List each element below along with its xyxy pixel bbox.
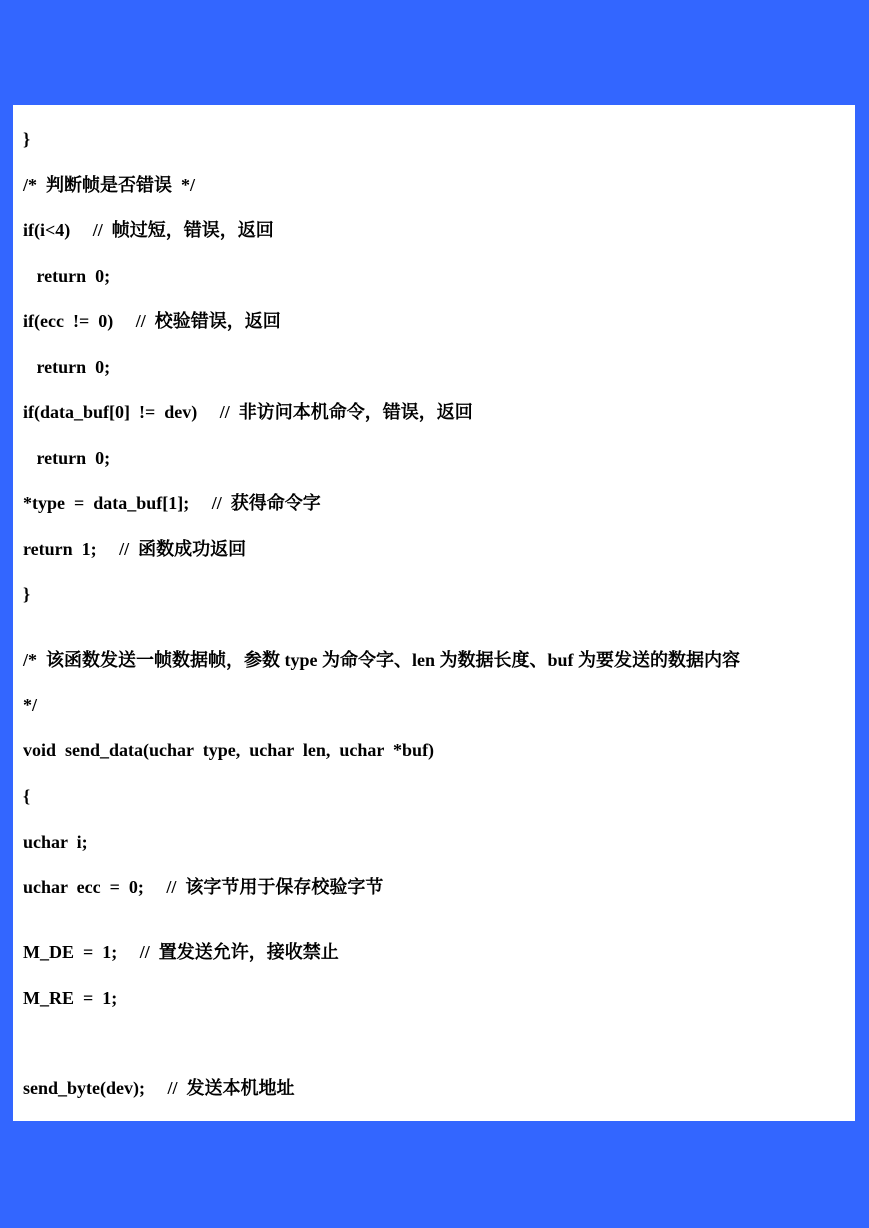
code-line-12: void send_data(uchar type, uchar len, uchar *buf) [23, 740, 435, 760]
code-line-10: return 1; // 函数成功返回 [23, 539, 247, 559]
code-line-6: return 0; [23, 357, 111, 377]
code-line-5: if(ecc != 0) // 校验错误，返回 [23, 311, 281, 331]
code-line-15: uchar ecc = 0; // 该字节用于保存校验字节 [23, 877, 384, 897]
document-page [13, 105, 855, 1121]
code-line-18: send_byte(dev); // 发送本机地址 [23, 1078, 295, 1098]
code-line-14: uchar i; [23, 832, 88, 852]
code-line-9: *type = data_buf[1]; // 获得命令字 [23, 493, 321, 513]
code-line-17: M_RE = 1; [23, 988, 118, 1008]
code-line-13: { [23, 786, 31, 806]
code-line-7: if(data_buf[0] != dev) // 非访问本机命令，错误，返回 [23, 402, 473, 422]
code-line-1: } [23, 129, 31, 149]
code-line-3: if(i<4) // 帧过短，错误，返回 [23, 220, 274, 240]
code-line-16: M_DE = 1; // 置发送允许，接收禁止 [23, 942, 339, 962]
code-line-11: } [23, 584, 31, 604]
comment-line-1: /* 该函数发送一帧数据帧，参数 type 为命令字、len 为数据长度、buf 为要发送的数据内容 [23, 650, 741, 670]
code-line-8: return 0; [23, 448, 111, 468]
code-line-2: /* 判断帧是否错误 */ [23, 175, 196, 195]
comment-line-2: */ [23, 695, 38, 715]
code-line-4: return 0; [23, 266, 111, 286]
